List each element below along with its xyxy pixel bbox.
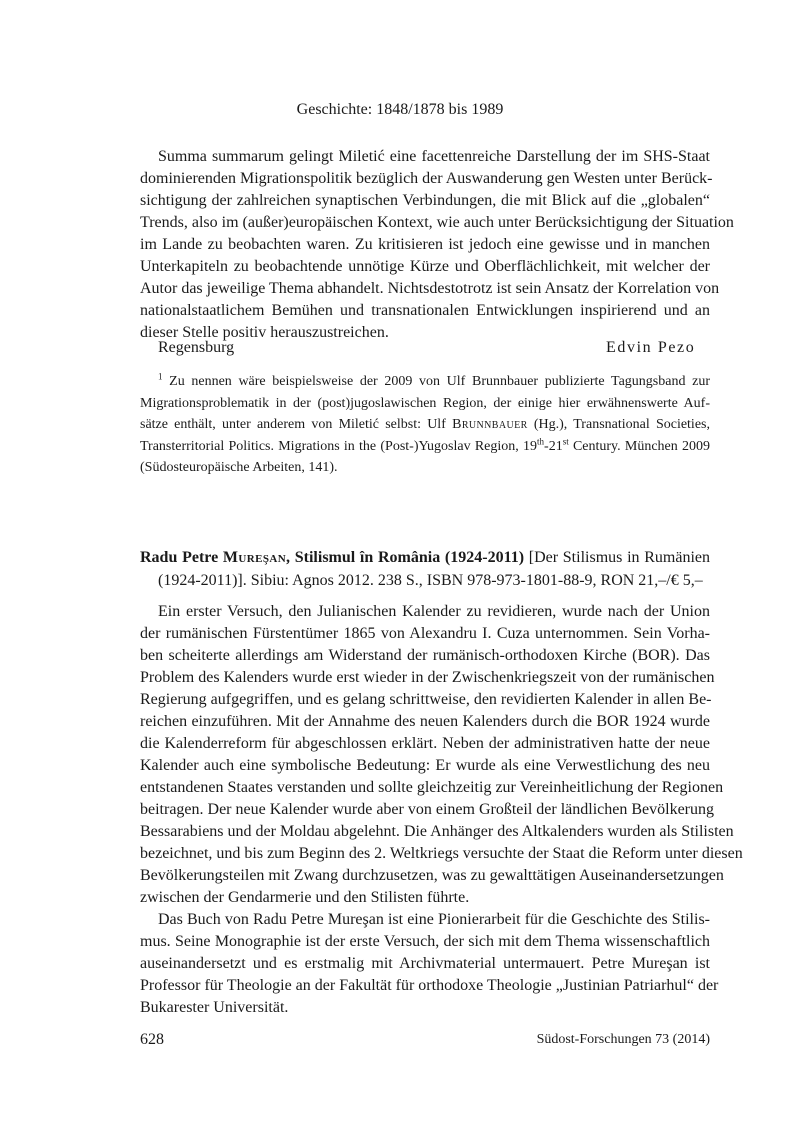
footnote-text-4a: Transterritorial Politics. Migrations in the (Post-)Yugoslav Region, 19	[140, 438, 538, 454]
body-p1-line: Bevölkerungsteilen mit Zwang durchzusetzen, was zu gewalttätigen Auseinandersetzungen	[140, 867, 724, 884]
conclusion-line: Unterkapiteln zu beobachtende unnötige Kürze und Oberflächlichkeit, mit welcher der	[140, 258, 710, 275]
body-p1-line: Problem des Kalenders wurde erst wieder in der Zwischenkriegszeit von der rumänischen	[140, 669, 715, 686]
page-number: 628	[140, 1031, 164, 1048]
footnote-text-4c: Century. München 2009	[568, 438, 710, 454]
body-p1-line: beitragen. Der neue Kalender wurde aber von einem Großteil der ländlichen Bevölkerung	[140, 801, 714, 818]
reviewer-name: Edvin Pezo	[606, 339, 696, 356]
book-author-first: Radu Petre	[140, 549, 223, 566]
book-author	[140, 549, 286, 566]
body-p1-line: bezeichnet, und bis zum Beginn des 2. Weltkriegs versuchte der Staat die Reform unter diesen	[140, 845, 743, 862]
body-p1-line: Ein erster Versuch, den Julianischen Kalender zu revidieren, wurde nach der Union	[158, 603, 710, 620]
body-p2-line: auseinandersetzt und es erstmalig mit Archivmaterial untermauert. Petre Mureşan ist	[140, 955, 710, 972]
body-p1-line: die Kalenderreform für abgeschlossen erklärt. Neben der administrativen hatte der neue	[140, 735, 710, 752]
review-heading	[140, 546, 710, 592]
body-p1-line: Regierung aufgegriffen, und es gelang schrittweise, den revidierten Kalender in allen Be-	[140, 691, 712, 708]
body-p1-line: zwischen der Gendarmerie und den Stilisten führte.	[140, 889, 470, 906]
review-heading-line-2: (1924-2011)]. Sibiu: Agnos 2012. 238 S., ISBN 978-973-1801-88-9, RON 21,–/€ 5,–	[158, 572, 703, 589]
conclusion-line: Summa summarum gelingt Miletić eine facettenreiche Darstellung der im SHS-Staat	[158, 148, 710, 165]
conclusion-line: Autor das jeweilige Thema abhandelt. Nichtsdestotrotz ist sein Ansatz der Korrelation von	[140, 280, 720, 297]
running-header: Geschichte: 1848/1878 bis 1989	[296, 101, 504, 118]
body-p2-line: Professor für Theologie an der Fakultät für orthodoxe Theologie „Justinian Patriarhul“ der	[140, 977, 719, 994]
conclusion-line: sichtigung der zahlreichen synaptischen Verbindungen, die mit Blick auf die „globalen“	[140, 192, 710, 209]
body-p1-line: der rumänischen Fürstentümer 1865 von Alexandru I. Cuza unternommen. Sein Vorha-	[140, 625, 710, 642]
book-author-last: Mureşan	[222, 549, 287, 566]
review-body-paragraph-1	[140, 601, 743, 909]
body-p1-line: reichen einzuführen. Mit der Annahme des neuen Kalenders durch die BOR 1924 wurde	[140, 713, 710, 730]
review-body-paragraph-2	[140, 909, 719, 1019]
body-p1-line: ben scheiterte allerdings am Widerstand der rumänisch-orthodoxen Kirche (BOR). Das	[140, 647, 710, 664]
footnote-line-4	[140, 436, 710, 458]
review-heading-line-1	[140, 546, 710, 569]
footnote-text-3b: (Hg.), Transnational Societies,	[527, 417, 710, 432]
body-p2-line: Bukarester Universität.	[140, 999, 289, 1016]
body-p1-line: entstandenen Staates verstanden und sollte gleichzeitig zur Vereinheitlichung der Regionen	[140, 779, 724, 796]
conclusion-line: dieser Stelle positiv herauszustreichen.	[140, 324, 389, 341]
conclusion-line: im Lande zu beobachten waren. Zu kritisieren ist jedoch eine gewisse und in manchen	[140, 236, 710, 253]
conclusion-line: dominierenden Migrationspolitik bezüglich der Auswanderung gen Westen unter Berück-	[140, 170, 713, 187]
footnote-line-5: (Südosteuropäische Arbeiten, 141).	[140, 460, 338, 475]
body-p1-line: Bessarabiens und der Moldau abgelehnt. Die Anhänger des Altkalenders wurden als Stilisten	[140, 823, 734, 840]
footnote-sup-th: th	[537, 435, 545, 446]
body-p2-line: mus. Seine Monographie ist der erste Versuch, der sich mit dem Thema wissenschaftlich	[140, 933, 710, 950]
book-title: , Stilismul în România (1924-2011)	[286, 549, 525, 566]
journal-citation: Südost-Forschungen 73 (2014)	[536, 1032, 710, 1047]
footnote-line-3	[140, 414, 710, 436]
footnote-text-4b: -21	[544, 438, 563, 454]
conclusion-line: Trends, also im (außer)europäischen Kontext, wie auch unter Berücksichtigung der Situation	[140, 214, 734, 231]
footnote-text-1: Zu nennen wäre beispielsweise der 2009 von Ulf Brunnbauer publizierte Tagungsband zur	[169, 374, 710, 389]
reviewer-place: Regensburg	[158, 339, 235, 356]
footnote-text-3a: sätze enthält, unter anderem von Miletić selbst: Ulf	[140, 417, 453, 432]
body-p2-line: Das Buch von Radu Petre Mureşan ist eine Pionierarbeit für die Geschichte des Stilis-	[158, 911, 710, 928]
footnote-author-name: Brunnbauer	[452, 417, 528, 432]
footnote-line-1	[140, 371, 710, 393]
conclusion-line: nationalstaatlichem Bemühen und transnationalen Entwicklungen inspirierend und an	[140, 302, 710, 319]
footnote	[140, 371, 710, 479]
review-conclusion-paragraph	[140, 146, 734, 344]
footnote-sup-st: st	[562, 435, 569, 446]
footnote-line-2: Migrationsproblematik in der (post)jugoslawischen Region, der einige hier erwähnenswerte Auf-	[140, 395, 710, 411]
book-title-translation: [Der Stilismus in Rumänien	[524, 549, 711, 566]
footnote-marker: 1	[158, 371, 163, 382]
body-p1-line: Kalender auch eine symbolische Bedeutung: Er wurde als eine Verwestlichung des neu	[140, 757, 710, 774]
